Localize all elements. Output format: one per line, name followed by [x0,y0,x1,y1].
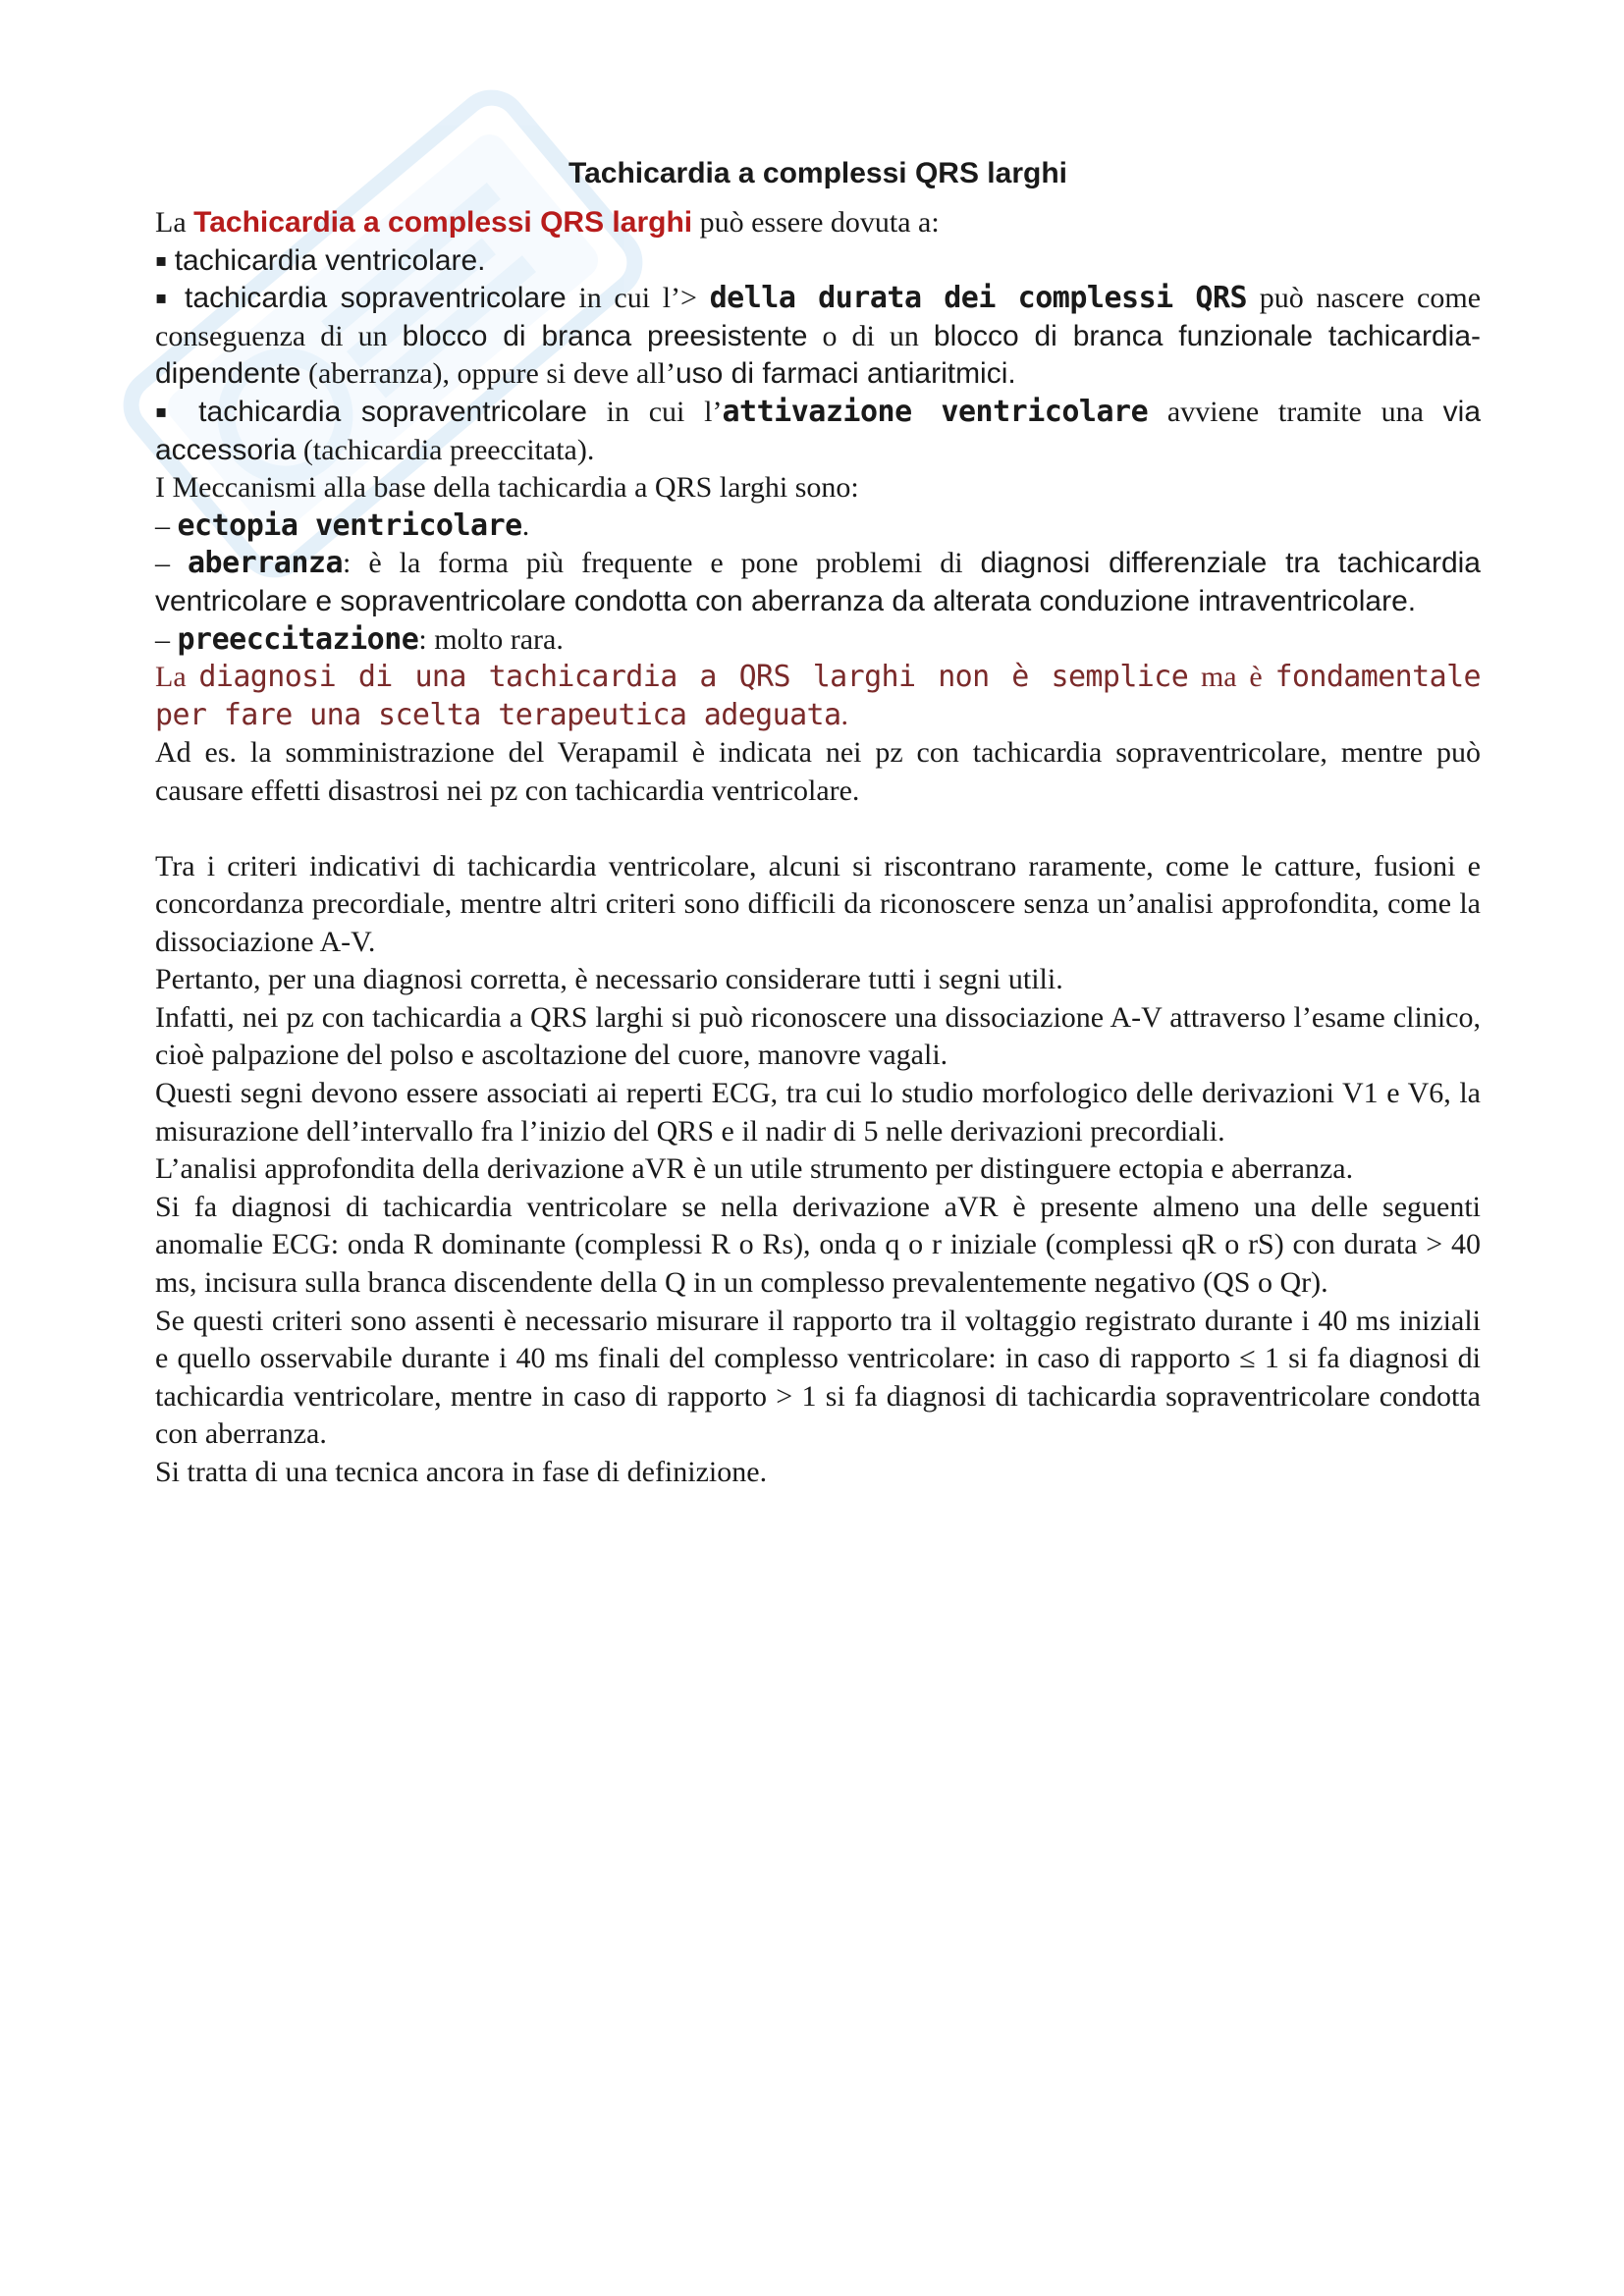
bullet-icon: ▪ [155,288,173,309]
body-paragraph: L’analisi approfondita della derivazione aVR è un utile strumento per distinguere ectopia e aberranza. [155,1152,1354,1186]
mechanism-item: – aberranza: è la forma più frequente e pone problemi di diagnosi differenziale tra tachicardia ventricolare e sopraventricolare condotta con aberranza da alterata conduzione intraventricolare. [155,546,1481,617]
mechanism-item: – ectopia ventricolare. [155,507,530,543]
diagnosis-paragraph: La diagnosi di una tachicardia a QRS larghi non è semplice ma è fondamentale per fare una scelta terapeutica adeguata. [155,660,1481,732]
body-paragraph: Questi segni devono essere associati ai reperti ECG, tra cui lo studio morfologico delle derivazioni V1 e V6, la misurazione dell’intervallo fra l’inizio del QRS e il nadir di 5 nelle derivazioni precordiali. [155,1077,1481,1148]
document-page [155,147,1481,1492]
body-paragraph: Tra i criteri indicativi di tachicardia ventricolare, alcuni si riscontrano raramente, come le catture, fusioni e concordanza precordiale, mentre altri criteri sono difficili da riconoscere senza un’analisi approfondita, come la dissociazione A-V. [155,849,1481,958]
body-paragraph: Si fa diagnosi di tachicardia ventricolare se nella derivazione aVR è presente almeno una delle seguenti anomalie ECG: onda R dominante (complessi R o Rs), onda q o r iniziale (complessi qR o rS) con durata > 40 ms, incisura sulla branca discendente della Q in un complesso prevalentemente negativo (QS o Qr). [155,1190,1481,1300]
topic-highlight: Tachicardia a complessi QRS larghi [193,206,693,239]
mechanism-item: – preeccitazione: molto rara. [155,621,564,657]
body-paragraph: Infatti, nei pz con tachicardia a QRS larghi si può riconoscere una dissociazione A-V attraverso l’esame clinico, cioè palpazione del polso e ascoltazione del cuore, manovre vagali. [155,1000,1481,1072]
intro-paragraph: La Tachicardia a complessi QRS larghi può essere dovuta a: [155,206,940,239]
body-paragraph: Se questi criteri sono assenti è necessario misurare il rapporto tra il voltaggio registrato durante i 40 ms iniziali e quello osservabile durante i 40 ms finali del complesso ventricolare: in caso di rapporto ≤ 1 si fa diagnosi di tachicardia ventricolare, mentre in caso di rapporto > 1 si fa diagnosi di tachicardia sopraventricolare condotta con aberranza. [155,1304,1481,1451]
bullet-item: ▪ tachicardia ventricolare. [155,243,486,277]
page-title: Tachicardia a complessi QRS larghi [568,157,1067,189]
body-paragraph: Si tratta di una tecnica ancora in fase di definizione. [155,1456,768,1488]
bullet-icon: ▪ [155,249,168,271]
bullet-item: ▪ tachicardia sopraventricolare in cui l’> della durata dei complessi QRS può nascere come conseguenza di un blocco di branca preesistente o di un blocco di branca funzionale tachicardia-dipendente (aberranza), oppure si deve all’uso di farmaci antiaritmici. [155,281,1482,391]
body-paragraph: Pertanto, per una diagnosi corretta, è necessario considerare tutti i segni utili. [155,963,1063,996]
paragraph-spacer [155,811,1481,848]
verapamil-paragraph: Ad es. la somministrazione del Verapamil è indicata nei pz con tachicardia sopraventricolare, mentre può causare effetti disastrosi nei pz con tachicardia ventricolare. [155,736,1481,807]
mechanisms-intro: I Meccanismi alla base della tachicardia a QRS larghi sono: [155,471,859,505]
bullet-item: ▪ tachicardia sopraventricolare in cui l’attivazione ventricolare avviene tramite una via accessoria (tachicardia preeccitata). [155,394,1482,466]
bullet-icon: ▪ [155,400,180,422]
